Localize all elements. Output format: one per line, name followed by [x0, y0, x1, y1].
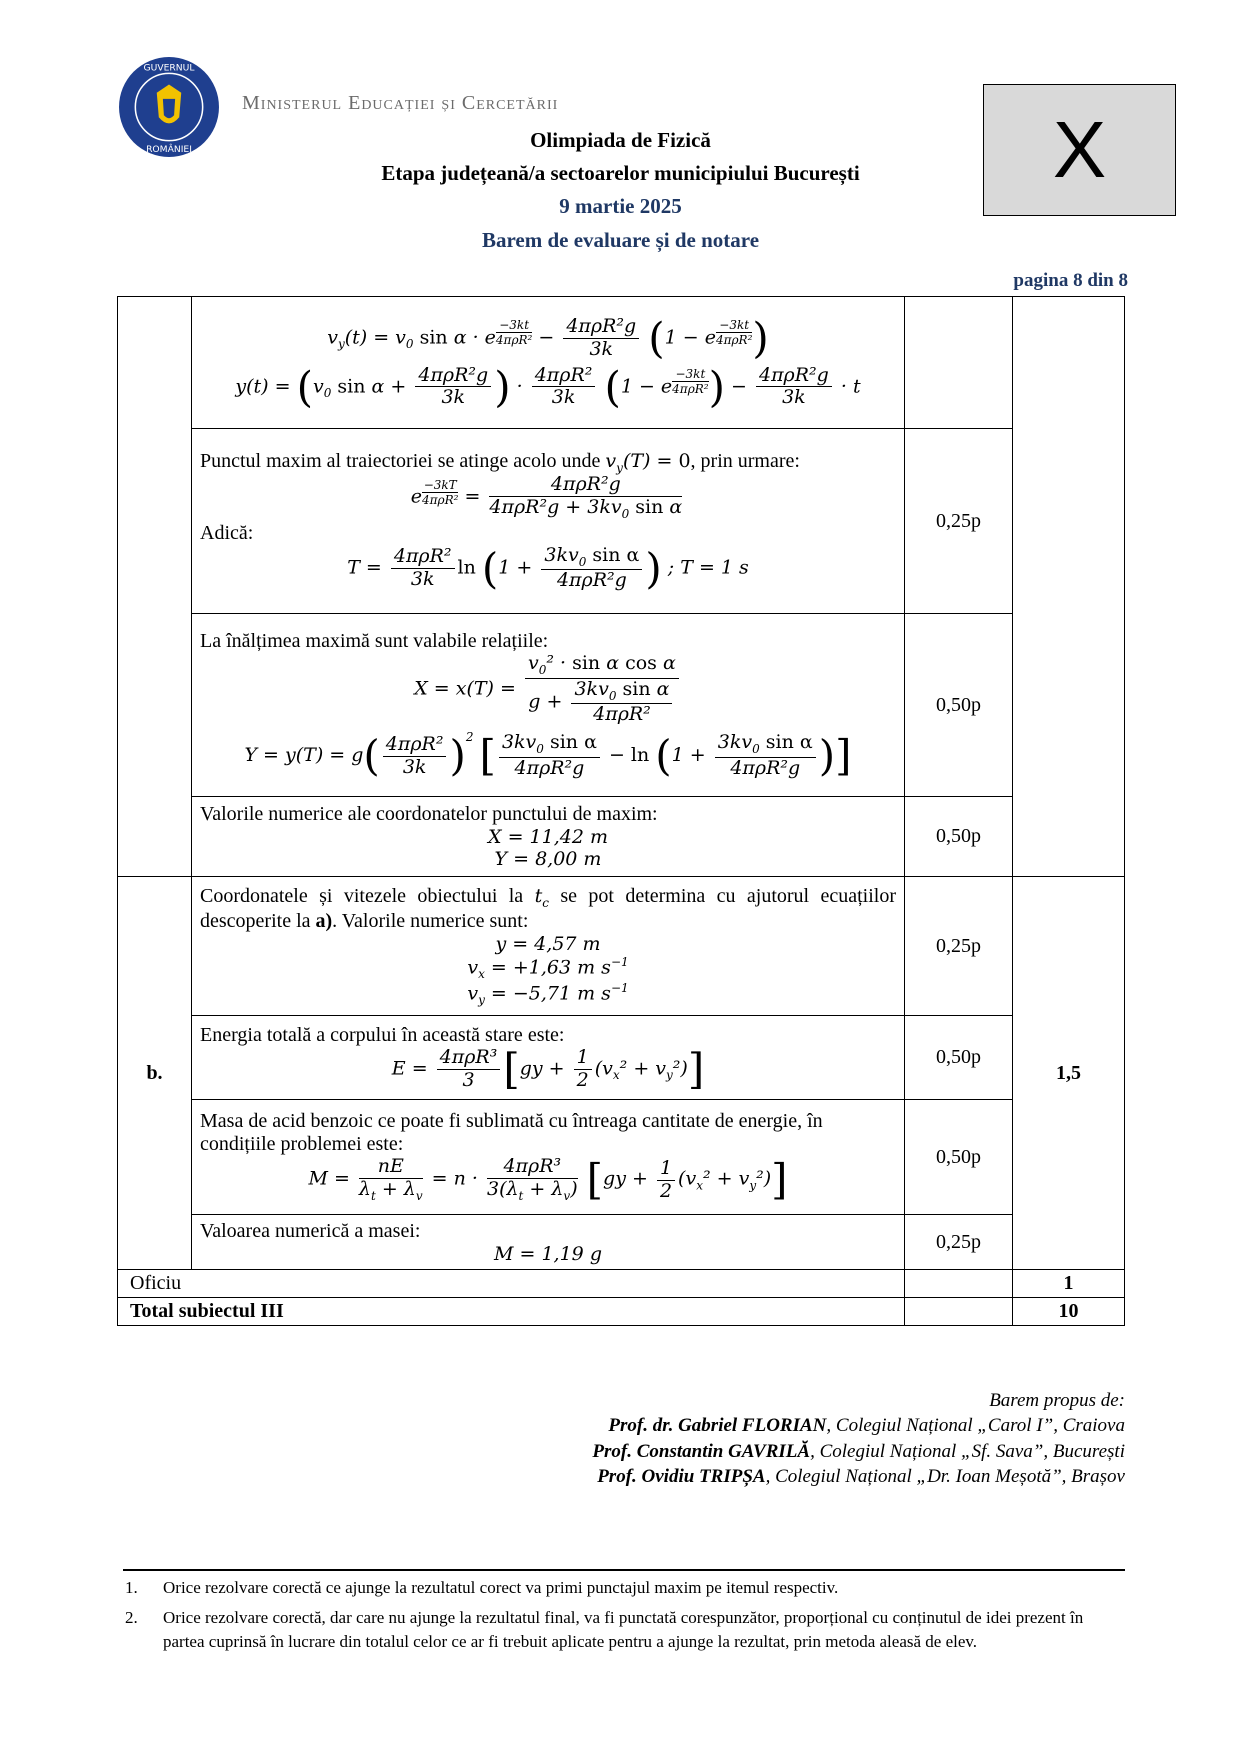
- author-line: [592, 1439, 1125, 1464]
- part-b-total: 1,5: [1013, 877, 1125, 1270]
- mass-formula-cell: [192, 1100, 905, 1215]
- X-formula: X = x(T) = $v_0^2 \cdot \sin \alpha$ cos α g + $\frac{3kv_0 \sin \alpha}{\text{4πρR²}}$: [200, 653, 896, 726]
- vy-value: $v_y = -5,71$ m $s^{-1}$: [467, 980, 629, 1008]
- y-value: y = 4,57 m: [495, 932, 601, 955]
- author-name: Prof. Constantin GAVRILĂ: [592, 1440, 811, 1462]
- exam-date: 9 martie 2025: [559, 194, 682, 218]
- points-cell: [905, 297, 1013, 429]
- author-line: [592, 1464, 1125, 1489]
- author-name: Prof. dr. Gabriel FLORIAN: [608, 1415, 827, 1437]
- author-school: , Colegiul Național „Carol I”, Craiova: [826, 1415, 1125, 1437]
- Y-value: Y = 8,00 m: [494, 848, 602, 870]
- tc-text-1: Coordonatele și vitezele obiectului la: [200, 884, 524, 907]
- points-cell: 0,25p: [905, 877, 1013, 1016]
- mass-text: Masa de acid benzoic ce poate fi sublimată cu întreaga cantitate de energie, în condițiile problemei este:: [200, 1110, 823, 1156]
- max-height-text: La înălțimea maximă sunt valabile relațiile:: [200, 630, 549, 653]
- energy-formula-cell: [192, 1016, 905, 1100]
- energy-formula: E = $\frac{\text{4πρR³}}{3}$ [gy + $\frac{1}{2}$ $(v_x^2 + v_y^2)$]: [391, 1044, 705, 1094]
- part-b-label: b.: [118, 877, 192, 1270]
- max-coordinates-values: [192, 797, 905, 877]
- page-number: pagina 8 din 8: [1013, 270, 1128, 291]
- mass-value: M = 1,19 g: [494, 1242, 602, 1265]
- table-row: [118, 297, 1125, 429]
- max-point-condition: Punctul maxim al traiectoriei se atinge acolo unde $v_y(T) = 0$, prin urmare: e −3kT 4πρR² = $\frac{\text{4πρR²g}}{4\pi\rho R^2g + 3kv_0 \sin \alpha}$ Adică: T = $\frac{\text{4πρR²}}{3k}$ ln (1 + $\frac{3kv_0 \sin \alpha}{\text{4πρR²g}}$ ) ; T = 1 s: [192, 429, 905, 614]
- credits-intro: Barem propus de:: [989, 1390, 1125, 1411]
- table-row: [118, 877, 1125, 1016]
- max-point-cond: , prin urmare:: [690, 449, 800, 472]
- adica-label: Adică:: [200, 521, 254, 544]
- Y-formula: Y = y(T) = g( $\frac{\text{4πρR²}}{3k}$ )$^2$ [ $\frac{3kv_0 \sin \alpha}{\text{4πρR²g}}$ − ln (1 + $\frac{3kv_0 \sin \alpha}{\text{4πρR²g}}$ )]: [244, 730, 852, 781]
- svg-text:ROMÂNIEI: ROMÂNIEI: [146, 143, 192, 155]
- page-header: [0, 0, 1241, 300]
- tc-text-2: se pot determina cu ajutorul ecuațiilor descoperite la: [200, 884, 897, 932]
- table-row: [118, 1270, 1125, 1298]
- footnote-item: [123, 1576, 1125, 1601]
- part-a-total-cell: [1013, 297, 1125, 877]
- footnote-number: 1.: [125, 1578, 138, 1597]
- T-result: T = 1 s: [680, 556, 749, 579]
- author-line: [592, 1413, 1125, 1438]
- footnote-text: Orice rezolvare corectă ce ajunge la rezultatul corect va primi punctajul maxim pe itemul respectiv.: [163, 1578, 839, 1597]
- table-row: [118, 797, 1125, 877]
- vx-text: = +1,63 m s: [490, 956, 611, 979]
- grade-level-box: X: [983, 84, 1176, 216]
- exp-equation: e −3kT 4πρR² = $\frac{\text{4πρR²g}}{4\pi\rho R^2g + 3kv_0 \sin \alpha}$: [410, 473, 683, 522]
- total-value: 10: [1013, 1298, 1125, 1326]
- tc-ref: a): [315, 909, 333, 932]
- y-formula: $y(t) = (v_0$ sin α + $\frac{\text{4πρR²g}}{3k}$ ) · $\frac{\text{4πρR²}}{3k}$ (1 − e −3kt 4πρR² ) − $\frac{\text{4πρR²g}}{3k}$ · t: [235, 362, 861, 412]
- points-cell: 0,50p: [905, 1100, 1013, 1215]
- footnote-text: Orice rezolvare corectă, dar care nu ajunge la rezultatul final, va fi punctată corespunzător, proporțional cu conținutul de idei prezent în partea cuprinsă în lucrare din totalul celor ce ar fi trebuit aplicate pentru a ajunge la rezultat, prin metoda aleasă de elev.: [163, 1607, 1084, 1652]
- svg-text:GUVERNUL: GUVERNUL: [143, 62, 195, 74]
- X-value: X = 11,42 m: [488, 826, 608, 848]
- points-cell: 0,25p: [905, 1215, 1013, 1270]
- credits-block: [592, 1388, 1125, 1489]
- points-cell: 0,50p: [905, 797, 1013, 877]
- mass-value-cell: [192, 1215, 905, 1270]
- vy-formula: $v_y(t) = v_0$ sin α · e −3kt 4πρR² − $\frac{\text{4πρR²g}}{3k}$ (1 − e −3kt 4πρR² ): [327, 313, 769, 363]
- oficiu-label: Oficiu: [118, 1270, 905, 1298]
- olympiad-title: Olimpiada de Fizică: [530, 128, 711, 152]
- max-coord-text: Valorile numerice ale coordonatelor punctului de maxim:: [200, 803, 658, 825]
- author-name: Prof. Ovidiu TRIPȘA: [597, 1465, 766, 1487]
- vy-text: = −5,71 m s: [490, 982, 611, 1005]
- points-cell: 0,50p: [905, 1016, 1013, 1100]
- author-school: , Colegiul Național „Sf. Sava”, București: [810, 1440, 1125, 1462]
- oficiu-value: 1: [1013, 1270, 1125, 1298]
- T-formula: T = $\frac{\text{4πρR²}}{3k}$ ln (1 + $\frac{3kv_0 \sin \alpha}{\text{4πρR²g}}$ ) ; T = 1 s: [347, 543, 749, 593]
- mass-value-text: Valoarea numerică a masei:: [200, 1219, 421, 1242]
- footnote-number: 2.: [125, 1607, 138, 1627]
- vx-value: $v_x = +1,63$ m $s^{-1}$: [467, 954, 629, 981]
- ministry-name: Ministerul Educației și Cercetării: [242, 92, 559, 114]
- stage-title: Etapa județeană/a sectoarelor municipiului București: [381, 161, 860, 185]
- points-cell: 0,50p: [905, 614, 1013, 797]
- tc-text-3: . Valorile numerice sunt:: [332, 909, 529, 932]
- mass-formula: M = $\frac{nE}{\lambda_t + \lambda_v}$ = n · $\frac{\text{4πρR³}}{3(\lambda_t + \lambda_v)}$ [gy + $\frac{1}{2}$ $(v_x^2 + v_y^2)$]: [308, 1155, 788, 1205]
- max-point-text: Punctul maxim al traiectoriei se atinge acolo unde: [200, 449, 601, 472]
- part-a-label-cell: [118, 297, 192, 877]
- table-row: [118, 1215, 1125, 1270]
- tc-values: Coordonatele și vitezele obiectului la $t_c$ se pot determina cu ajutorul ecuațiilor descoperite la a). Valorile numerice sunt: y = 4,57 m $v_x = +1,63$ m $s^{-1}$ $v_y = -5,71$ m $s^{-1}$: [192, 877, 905, 1016]
- energy-text: Energia totală a corpului în această stare este:: [200, 1023, 565, 1046]
- max-height-relations: [192, 614, 905, 797]
- footnotes: [123, 1569, 1125, 1655]
- points-cell: [905, 1298, 1013, 1326]
- document-title: Barem de evaluare și de notare: [481, 228, 760, 252]
- points-cell: [905, 1270, 1013, 1298]
- table-row: [118, 614, 1125, 797]
- total-label: Total subiectul III: [118, 1298, 905, 1326]
- footnote-item: [123, 1606, 1125, 1655]
- author-school: , Colegiul Național „Dr. Ioan Meșotă”, Brașov: [765, 1465, 1125, 1487]
- points-cell: 0,25p: [905, 429, 1013, 614]
- table-row: [118, 429, 1125, 614]
- table-row: [118, 1298, 1125, 1326]
- grading-table: [117, 296, 1125, 1326]
- table-row: [118, 1016, 1125, 1100]
- table-row: [118, 1100, 1125, 1215]
- velocity-position-formulas: [192, 297, 905, 429]
